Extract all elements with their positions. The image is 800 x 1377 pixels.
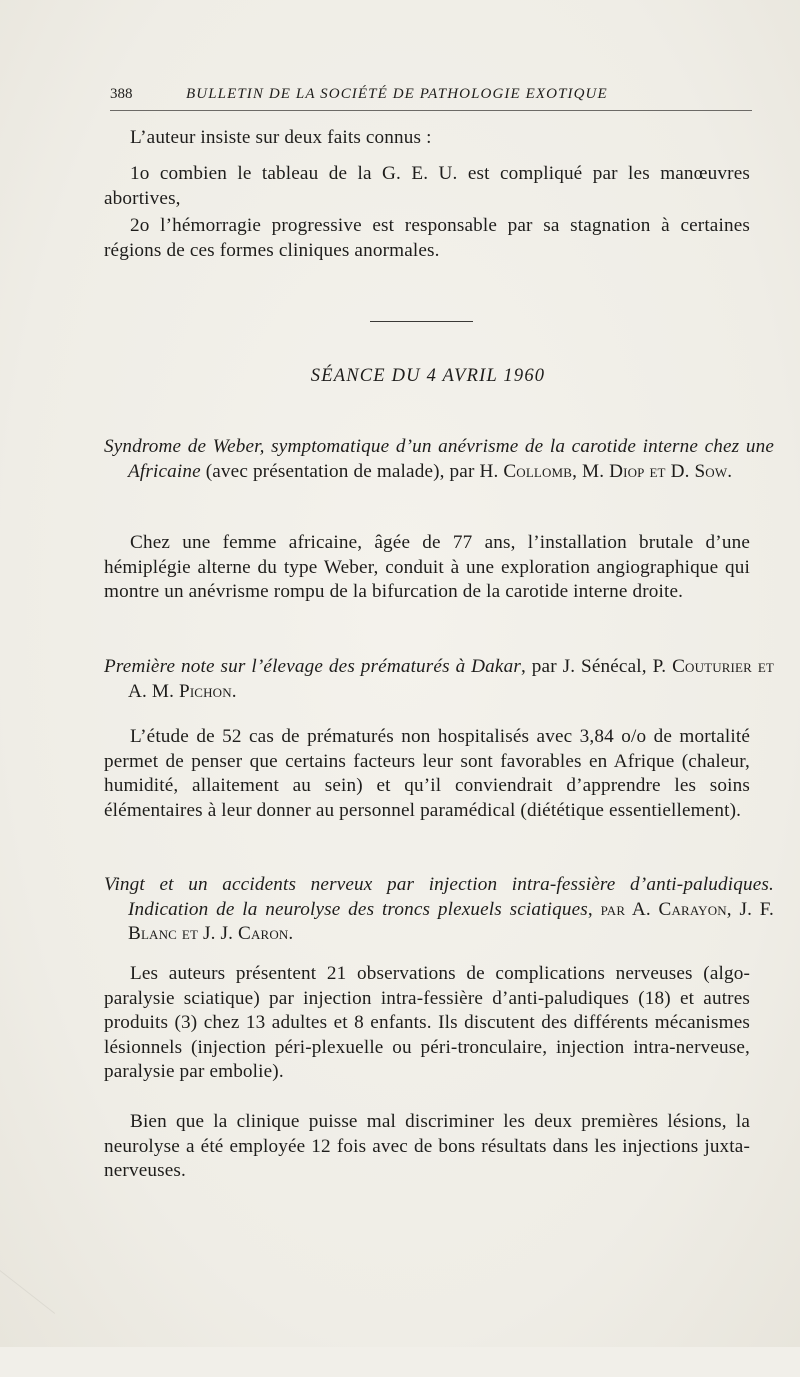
communication-3-authors: par A. Carayon, J. F. Blanc et J. J. Caron. <box>128 898 774 944</box>
communication-2-summary: L’étude de 52 cas de prématurés non hospitalisés avec 3,84 o/o de mortalité permet de penser que certains facteurs leur sont favorables en Afrique (chaleur, humidité, allaitement au sein) et qu’il conviendrait d’apprendre les soins élémentaires à leur donner au personnel paramédical (diététique essentiellement). <box>104 726 750 821</box>
page-header <box>110 86 752 111</box>
intro-lead: L’auteur insiste sur deux faits connus : <box>130 127 432 148</box>
communication-1-title <box>104 435 774 484</box>
communication-2-title-rest: , par J. Sénécal, <box>520 656 647 677</box>
communication-3-title-italic: Vingt et un accidents nerveux par injection intra-fessière d’anti-paludiques. Indication de la neurolyse des troncs plexuels sciatiques <box>104 874 774 920</box>
communication-3-summary-2: Bien que la clinique puisse mal discriminer les deux premières lésions, la neurolyse a été employée 12 fois avec de bons résultats dans les injections juxta-nerveuses. <box>104 1111 750 1181</box>
communication-1-authors: H. Collomb, M. Diop et D. Sow. <box>479 460 733 482</box>
communication-3-title-rest: , <box>587 898 593 920</box>
section-separator <box>370 321 473 322</box>
seance-title: SÉANCE DU 4 AVRIL 1960 <box>310 366 546 386</box>
page-number: 388 <box>110 86 133 102</box>
communication-2-title <box>104 655 774 704</box>
communication-2-title-italic: Première note sur l’élevage des prématurés à Dakar <box>104 656 521 677</box>
communication-3-summary-1: Les auteurs présentent 21 observations de complications nerveuses (algo-paralysie sciatique) par injection intra-fessière d’anti-paludiques (18) et autres produits (3) chez 13 adultes et 8 enfants. Ils discutent des différents mécanismes lésionnels (injection péri-plexuelle ou péri-tronculaire, injection intra-nerveuse, paralysie par embolie). <box>104 963 750 1082</box>
page-fold-mark <box>0 1270 55 1377</box>
communication-1-title-rest: (avec présentation de malade), par <box>200 460 475 482</box>
communication-1-title-italic: Syndrome de Weber, symptomatique d’un anévrisme de la carotide interne chez une Africaine <box>104 436 774 482</box>
intro-item-2: 2o l’hémorragie progressive est responsable par sa stagnation à certaines régions de ces formes cliniques anormales. <box>104 215 750 261</box>
intro-item-1: 1o combien le tableau de la G. E. U. est compliqué par les manœuvres abortives, <box>104 163 750 209</box>
communication-1-summary: Chez une femme africaine, âgée de 77 ans, l’installation brutale d’une hémiplégie alterne du type Weber, conduit à une exploration angiographique qui montre un anévrisme rompu de la bifurcation de la carotide interne droite. <box>104 532 750 602</box>
communication-3-title <box>104 873 774 947</box>
communication-2-authors: P. Couturier et A. M. Pichon. <box>128 656 775 702</box>
running-title: BULLETIN DE LA SOCIÉTÉ DE PATHOLOGIE EXOTIQUE <box>186 86 608 102</box>
